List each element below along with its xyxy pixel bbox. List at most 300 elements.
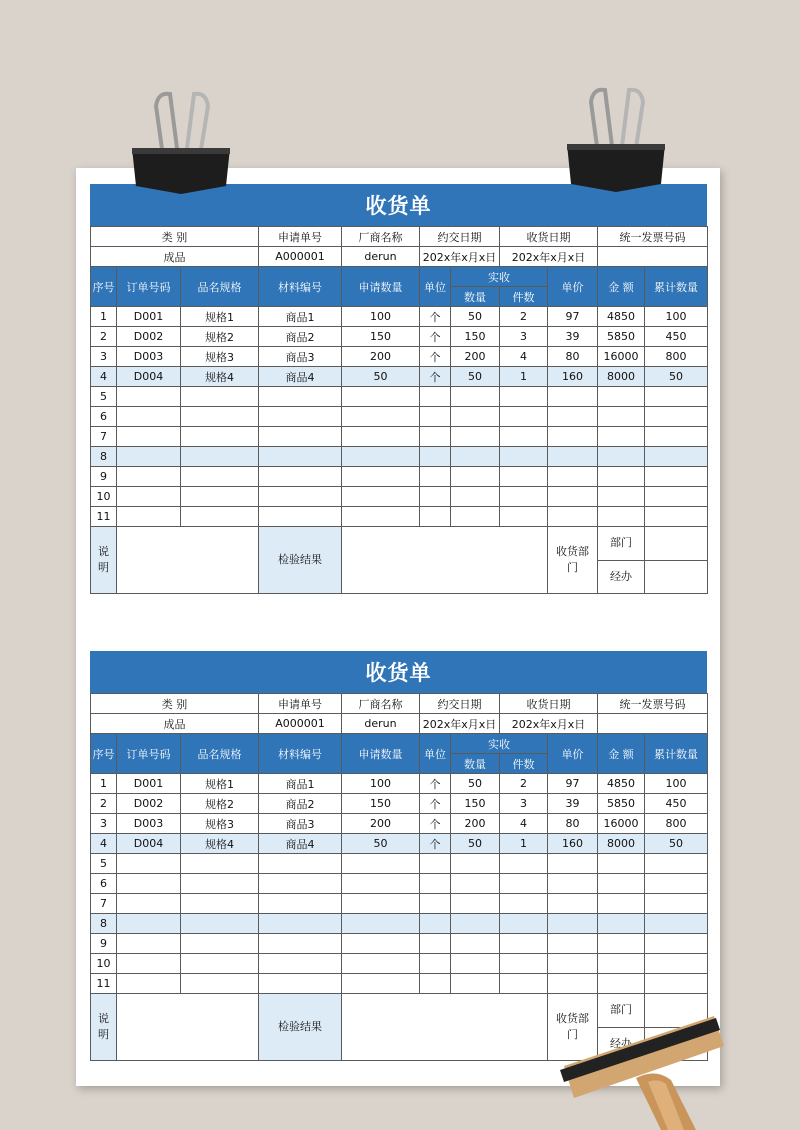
table-cell: 规格1 [181, 774, 259, 794]
table-cell [259, 407, 342, 427]
note-label: 说明 [91, 527, 117, 594]
table-cell: 8000 [598, 834, 645, 854]
table-cell [548, 447, 598, 467]
table-cell: 1 [91, 774, 117, 794]
table-cell: 450 [645, 327, 708, 347]
table-cell [500, 447, 548, 467]
table-cell: 个 [420, 367, 451, 387]
table-cell [117, 487, 181, 507]
info-header: 厂商名称 [342, 694, 420, 714]
table-cell [598, 874, 645, 894]
col-material-no: 材料编号 [259, 267, 342, 307]
table-cell [451, 427, 500, 447]
dept-content [645, 527, 708, 561]
table-cell [342, 387, 420, 407]
table-cell [181, 387, 259, 407]
table-cell: 商品4 [259, 367, 342, 387]
table-row [91, 327, 708, 347]
table-cell [548, 487, 598, 507]
footer-row-1 [91, 527, 708, 561]
table-cell [500, 407, 548, 427]
col-amount: 金 额 [598, 734, 645, 774]
table-cell [420, 507, 451, 527]
table-cell [181, 427, 259, 447]
table-cell: 200 [451, 347, 500, 367]
table-cell: 100 [342, 774, 420, 794]
table-cell: 2 [500, 774, 548, 794]
table-cell [342, 934, 420, 954]
info-value: derun [342, 247, 420, 267]
table-cell [259, 914, 342, 934]
table-cell: 450 [645, 794, 708, 814]
table-cell [548, 507, 598, 527]
table-cell [259, 854, 342, 874]
table-cell [500, 894, 548, 914]
table-row [91, 934, 708, 954]
table-cell: 3 [500, 794, 548, 814]
table-cell: 39 [548, 794, 598, 814]
table-cell [342, 854, 420, 874]
table-cell [500, 507, 548, 527]
info-header: 统一发票号码 [598, 227, 708, 247]
table-cell: 50 [645, 834, 708, 854]
table-cell [548, 874, 598, 894]
table-cell: 150 [451, 327, 500, 347]
table-cell: 2 [91, 794, 117, 814]
binder-clip-icon [128, 86, 234, 198]
table-cell: 个 [420, 327, 451, 347]
table-cell: 11 [91, 974, 117, 994]
table-cell [259, 974, 342, 994]
table-cell: 3 [91, 347, 117, 367]
table-cell [181, 914, 259, 934]
table-cell: 80 [548, 814, 598, 834]
info-value: 成品 [91, 247, 259, 267]
table-cell: 7 [91, 427, 117, 447]
info-header: 收货日期 [500, 694, 598, 714]
table-cell: 个 [420, 774, 451, 794]
table-cell [117, 914, 181, 934]
table-cell [451, 934, 500, 954]
table-cell [548, 407, 598, 427]
table-cell: 50 [451, 367, 500, 387]
info-header-row [91, 227, 708, 247]
table-cell [645, 974, 708, 994]
info-header: 申请单号 [259, 227, 342, 247]
table-cell [342, 487, 420, 507]
table-cell [420, 894, 451, 914]
table-cell [598, 467, 645, 487]
table-cell [500, 467, 548, 487]
col-price: 单价 [548, 267, 598, 307]
table-cell: 8000 [598, 367, 645, 387]
table-cell: 39 [548, 327, 598, 347]
info-header: 类 别 [91, 694, 259, 714]
dept-label: 部门 [598, 527, 645, 561]
table-cell [598, 487, 645, 507]
handler-label: 经办 [598, 1027, 645, 1061]
table-cell: 1 [500, 367, 548, 387]
table-cell [181, 934, 259, 954]
column-header-row [91, 267, 708, 287]
table-cell [117, 427, 181, 447]
table-cell [645, 934, 708, 954]
table-cell [645, 487, 708, 507]
table-cell: 50 [342, 367, 420, 387]
table-cell [645, 874, 708, 894]
col-cumulative: 累计数量 [645, 734, 708, 774]
inspection-content [342, 994, 548, 1061]
info-header: 约交日期 [420, 227, 500, 247]
table-cell [259, 487, 342, 507]
table-cell: 50 [645, 367, 708, 387]
table-cell [500, 934, 548, 954]
table-cell [259, 954, 342, 974]
table-row [91, 507, 708, 527]
table-cell [259, 387, 342, 407]
info-header: 统一发票号码 [598, 694, 708, 714]
table-cell [451, 407, 500, 427]
table-cell [181, 507, 259, 527]
table-cell [420, 954, 451, 974]
table-cell [117, 407, 181, 427]
table-cell [451, 854, 500, 874]
table-cell: 4 [91, 367, 117, 387]
table-cell: 50 [451, 834, 500, 854]
table-cell [598, 427, 645, 447]
table-row [91, 487, 708, 507]
table-cell [548, 387, 598, 407]
table-cell [548, 894, 598, 914]
table-cell: 97 [548, 774, 598, 794]
col-req-qty: 申请数量 [342, 734, 420, 774]
table-cell: 50 [342, 834, 420, 854]
table-cell: 9 [91, 467, 117, 487]
table-cell: 150 [342, 794, 420, 814]
table-cell [117, 874, 181, 894]
col-spec: 品名规格 [181, 267, 259, 307]
info-value: 202x年x月x日 [500, 714, 598, 734]
table-row [91, 854, 708, 874]
table-cell: 商品3 [259, 347, 342, 367]
table-cell [598, 407, 645, 427]
table-cell: 5850 [598, 794, 645, 814]
table-cell [342, 954, 420, 974]
table-cell [181, 467, 259, 487]
table-cell [645, 407, 708, 427]
table-cell [342, 974, 420, 994]
table-cell [500, 954, 548, 974]
inspection-content [342, 527, 548, 594]
table-cell [645, 427, 708, 447]
table-cell [342, 874, 420, 894]
note-content [117, 994, 259, 1061]
table-cell: 80 [548, 347, 598, 367]
table-cell [420, 427, 451, 447]
table-cell [451, 894, 500, 914]
table-cell [598, 894, 645, 914]
receipt-table [90, 226, 708, 594]
table-cell [420, 407, 451, 427]
table-cell [645, 854, 708, 874]
table-cell [181, 854, 259, 874]
table-cell: 200 [342, 347, 420, 367]
table-cell [259, 447, 342, 467]
info-value: 202x年x月x日 [500, 247, 598, 267]
table-cell: 个 [420, 307, 451, 327]
table-cell: 5 [91, 854, 117, 874]
table-cell [500, 854, 548, 874]
table-cell [451, 387, 500, 407]
table-cell: 4 [91, 834, 117, 854]
table-cell [451, 447, 500, 467]
table-cell: D001 [117, 307, 181, 327]
info-value: 202x年x月x日 [420, 247, 500, 267]
col-seq: 序号 [91, 267, 117, 307]
table-cell [117, 934, 181, 954]
receipt-form-2 [90, 651, 707, 1061]
col-req-qty: 申请数量 [342, 267, 420, 307]
inspection-label: 检验结果 [259, 527, 342, 594]
table-cell: D004 [117, 834, 181, 854]
table-cell [548, 954, 598, 974]
dept-label: 部门 [598, 994, 645, 1028]
table-cell: D003 [117, 814, 181, 834]
binder-clip-icon [563, 82, 669, 196]
table-cell [451, 507, 500, 527]
table-cell [181, 447, 259, 467]
table-cell [645, 507, 708, 527]
table-cell [548, 854, 598, 874]
table-cell: 10 [91, 954, 117, 974]
table-cell: 50 [451, 774, 500, 794]
table-cell [117, 447, 181, 467]
col-order-no: 订单号码 [117, 267, 181, 307]
col-order-no: 订单号码 [117, 734, 181, 774]
table-cell [548, 427, 598, 447]
table-cell [598, 914, 645, 934]
table-row [91, 467, 708, 487]
table-cell [645, 894, 708, 914]
table-cell: 16000 [598, 814, 645, 834]
table-cell: D003 [117, 347, 181, 367]
form-title: 收货单 [90, 651, 707, 693]
table-cell: 100 [645, 774, 708, 794]
table-cell [500, 427, 548, 447]
col-spec: 品名规格 [181, 734, 259, 774]
inspection-label: 检验结果 [259, 994, 342, 1061]
table-cell: D001 [117, 774, 181, 794]
note-label: 说明 [91, 994, 117, 1061]
col-unit: 单位 [420, 734, 451, 774]
info-value: 202x年x月x日 [420, 714, 500, 734]
table-cell: 150 [451, 794, 500, 814]
table-cell [259, 427, 342, 447]
table-cell: D002 [117, 794, 181, 814]
table-cell: 150 [342, 327, 420, 347]
table-cell [500, 387, 548, 407]
table-cell [420, 387, 451, 407]
col-pieces: 件数 [500, 754, 548, 774]
table-cell [181, 874, 259, 894]
table-cell [598, 854, 645, 874]
table-cell [181, 407, 259, 427]
table-cell: D004 [117, 367, 181, 387]
info-header: 厂商名称 [342, 227, 420, 247]
table-cell [342, 447, 420, 467]
table-cell [181, 894, 259, 914]
table-cell [500, 914, 548, 934]
table-row [91, 794, 708, 814]
table-cell [420, 914, 451, 934]
table-cell: 16000 [598, 347, 645, 367]
table-cell: D002 [117, 327, 181, 347]
table-cell: 个 [420, 347, 451, 367]
table-cell: 商品1 [259, 307, 342, 327]
handler-label: 经办 [598, 560, 645, 594]
col-actual: 实收 [451, 734, 548, 754]
table-cell [451, 874, 500, 894]
receiving-dept-label: 收货部门 [548, 527, 598, 594]
table-cell [451, 954, 500, 974]
table-cell: 6 [91, 874, 117, 894]
table-cell: 5 [91, 387, 117, 407]
table-cell: 规格3 [181, 814, 259, 834]
table-cell [598, 934, 645, 954]
table-row [91, 834, 708, 854]
info-value: 成品 [91, 714, 259, 734]
table-cell: 7 [91, 894, 117, 914]
table-cell: 8 [91, 914, 117, 934]
table-cell [342, 507, 420, 527]
note-content [117, 527, 259, 594]
column-header-row [91, 734, 708, 754]
receipt-form-1 [90, 184, 707, 594]
receipt-table [90, 693, 708, 1061]
table-cell: 160 [548, 367, 598, 387]
table-cell [117, 894, 181, 914]
table-cell [598, 387, 645, 407]
table-cell [451, 914, 500, 934]
table-cell [500, 487, 548, 507]
table-cell [420, 447, 451, 467]
table-cell: 2 [91, 327, 117, 347]
info-value [598, 714, 708, 734]
table-cell [451, 467, 500, 487]
table-cell [548, 974, 598, 994]
col-price: 单价 [548, 734, 598, 774]
table-cell [598, 507, 645, 527]
table-row [91, 307, 708, 327]
table-row [91, 367, 708, 387]
table-cell [117, 387, 181, 407]
info-value: derun [342, 714, 420, 734]
table-row [91, 874, 708, 894]
handler-content [645, 560, 708, 594]
table-cell [500, 874, 548, 894]
table-cell [548, 934, 598, 954]
table-cell [181, 487, 259, 507]
table-cell: 9 [91, 934, 117, 954]
table-cell: 100 [645, 307, 708, 327]
table-cell [259, 894, 342, 914]
table-cell [117, 507, 181, 527]
table-cell: 200 [451, 814, 500, 834]
info-value [598, 247, 708, 267]
col-unit: 单位 [420, 267, 451, 307]
table-cell [645, 954, 708, 974]
table-cell: 规格2 [181, 794, 259, 814]
table-cell: 3 [500, 327, 548, 347]
table-cell [451, 974, 500, 994]
table-cell [117, 954, 181, 974]
table-cell: 2 [500, 307, 548, 327]
table-cell [117, 854, 181, 874]
table-cell: 800 [645, 814, 708, 834]
table-cell: 4 [500, 814, 548, 834]
col-material-no: 材料编号 [259, 734, 342, 774]
info-header-row [91, 694, 708, 714]
table-cell: 商品4 [259, 834, 342, 854]
table-cell [420, 467, 451, 487]
table-cell [420, 854, 451, 874]
table-cell: 1 [91, 307, 117, 327]
table-cell [259, 507, 342, 527]
table-row [91, 387, 708, 407]
table-cell [342, 427, 420, 447]
table-cell: 1 [500, 834, 548, 854]
table-row [91, 814, 708, 834]
table-cell: 规格4 [181, 367, 259, 387]
table-cell [645, 914, 708, 934]
table-cell: 商品2 [259, 327, 342, 347]
receiving-dept-label: 收货部门 [548, 994, 598, 1061]
info-header: 约交日期 [420, 694, 500, 714]
table-cell: 100 [342, 307, 420, 327]
table-row [91, 894, 708, 914]
table-cell: 个 [420, 834, 451, 854]
info-value: A000001 [259, 714, 342, 734]
rubber-stamp-icon [556, 1008, 756, 1130]
table-cell [420, 487, 451, 507]
table-cell: 6 [91, 407, 117, 427]
col-cumulative: 累计数量 [645, 267, 708, 307]
table-row [91, 427, 708, 447]
table-cell: 3 [91, 814, 117, 834]
table-cell: 规格2 [181, 327, 259, 347]
table-row [91, 347, 708, 367]
table-row [91, 954, 708, 974]
table-cell [117, 974, 181, 994]
table-cell: 4 [500, 347, 548, 367]
table-cell [342, 914, 420, 934]
form-title: 收货单 [90, 184, 707, 226]
table-cell: 8 [91, 447, 117, 467]
table-cell [342, 894, 420, 914]
table-cell: 160 [548, 834, 598, 854]
table-cell [181, 954, 259, 974]
col-qty: 数量 [451, 754, 500, 774]
table-cell [500, 974, 548, 994]
table-cell [645, 447, 708, 467]
table-cell [645, 387, 708, 407]
table-cell [420, 934, 451, 954]
table-cell [598, 954, 645, 974]
table-cell [548, 914, 598, 934]
col-pieces: 件数 [500, 287, 548, 307]
table-cell: 规格1 [181, 307, 259, 327]
info-value: A000001 [259, 247, 342, 267]
